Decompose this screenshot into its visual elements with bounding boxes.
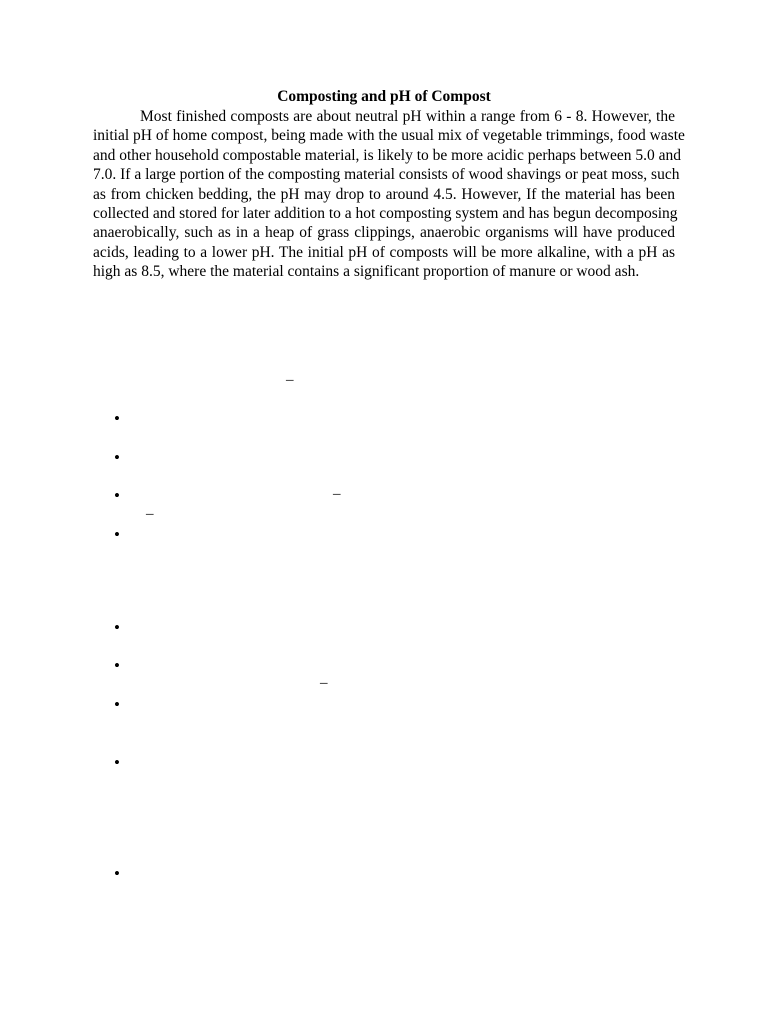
paragraph-line: 7.0. If a large portion of the composting material consists of wood shavings or peat moss, such [93, 166, 680, 184]
paragraph-line: Most finished composts are about neutral pH within a range from 6 - 8. However, the [140, 108, 675, 125]
dash-mark: – [286, 372, 294, 388]
bullet-point: • [114, 525, 120, 544]
bullet-point: • [114, 448, 120, 467]
paragraph-line: initial pH of home compost, being made with the usual mix of vegetable trimmings, food waste [93, 127, 685, 145]
bullet-point: • [114, 864, 120, 883]
bullet-point: • [114, 656, 120, 675]
paragraph-line: high as 8.5, where the material contains a significant proportion of manure or wood ash. [93, 263, 640, 281]
bullet-point: • [114, 486, 120, 505]
bullet-point: • [114, 753, 120, 772]
body-paragraph [93, 107, 685, 282]
paragraph-line: collected and stored for later addition to a hot composting system and has begun decomposing [93, 204, 678, 222]
paragraph-line: as from chicken bedding, the pH may drop to around 4.5. However, If the material has been [93, 185, 675, 203]
dash-mark: – [333, 486, 341, 502]
page-title: Composting and pH of Compost [277, 88, 491, 105]
paragraph-line: and other household compostable material, is likely to be more acidic perhaps between 5.0 and [93, 146, 681, 164]
paragraph-line: acids, leading to a lower pH. The initial pH of composts will be more alkaline, with a pH as [93, 243, 675, 261]
dash-mark: – [320, 675, 328, 691]
dash-mark: – [146, 506, 154, 522]
bullet-point: • [114, 618, 120, 637]
bullet-point: • [114, 695, 120, 714]
bullet-point: • [114, 409, 120, 428]
paragraph-line: anaerobically, such as in a heap of grass clippings, anaerobic organisms will have produced [93, 224, 675, 242]
